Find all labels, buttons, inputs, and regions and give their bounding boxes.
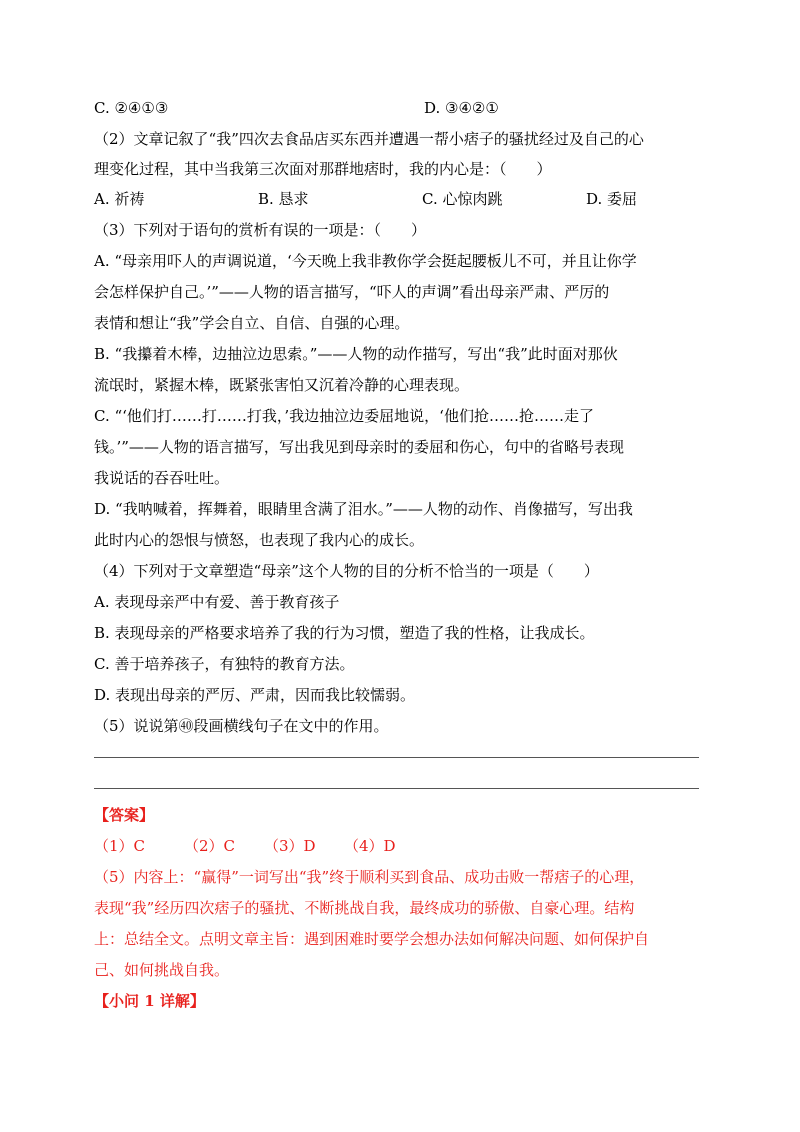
q4-option-b: B. 表现母亲的严格要求培养了我的行为习惯，塑造了我的性格，让我成长。 (94, 624, 595, 642)
answer-q5-line1: （5）内容上：“赢得”一词写出“我”终于顺利买到食品、成功击败一帮痞子的心理， (94, 868, 645, 886)
detail-heading: 【小问 1 详解】 (94, 992, 205, 1010)
q5-stem: （5）说说第㊵段画横线句子在文中的作用。 (94, 717, 389, 735)
q2-options-row (94, 189, 694, 209)
answer-q3: （3）D (264, 837, 316, 855)
q3-option-a-line2: 会怎样保护自己。’”——人物的语言描写，“吓人的声调”看出母亲严肃、严厉的 (94, 283, 610, 301)
answer-blank-line-2 (94, 788, 699, 789)
q2-option-c: C. 心惊肉跳 (422, 190, 503, 208)
q4-option-d: D. 表现出母亲的严厉、严肃，因而我比较懦弱。 (94, 686, 416, 704)
q2-option-d: D. 委屈 (586, 190, 638, 208)
q3-stem: （3）下列对于语句的赏析有误的一项是：（ ） (94, 221, 427, 239)
answer-q5-line4: 己、如何挑战自我。 (94, 961, 230, 979)
q4-option-a: A. 表现母亲严中有爱、善于教育孩子 (94, 593, 340, 611)
answer-q4: （4）D (344, 837, 396, 855)
answer-heading: 【答案】 (94, 806, 155, 824)
q1-option-d: D. ③④②① (424, 99, 499, 117)
answer-q1: （1）C (94, 837, 146, 855)
q2-stem-line1: （2）文章记叙了“我”四次去食品店买东西并遭遇一帮小痞子的骚扰经过及自己的心 (94, 130, 644, 148)
answer-q5-line3: 上：总结全文。点明文章主旨：遇到困难时要学会想办法如何解决问题、如何保护自 (94, 930, 650, 948)
answer-q5-line2: 表现“我”经历四次痞子的骚扰、不断挑战自我，最终成功的骄傲、自豪心理。结构 (94, 899, 635, 917)
q1-option-c: C. ②④①③ (94, 99, 169, 117)
answer-q2: （2）C (184, 837, 236, 855)
q3-option-b-line2: 流氓时，紧握木棒，既紧张害怕又沉着冷静的心理表现。 (94, 376, 470, 394)
q3-option-c-line3: 我说话的吞吞吐吐。 (94, 469, 230, 487)
q3-option-a-line1: A. “母亲用吓人的声调说道，‘今天晚上我非教你学会挺起腰板儿不可，并且让你学 (94, 252, 637, 270)
q2-stem-line2: 理变化过程，其中当我第三次面对那群地痞时，我的内心是：（ ） (94, 160, 552, 178)
q3-option-c-line1: C. “‘他们打……打……打我，’我边抽泣边委屈地说，‘他们抢……抢……走了 (94, 407, 594, 425)
q1-options-row (94, 98, 499, 118)
q3-option-d-line1: D. “我呐喊着，挥舞着，眼睛里含满了泪水。”——人物的动作、肖像描写，写出我 (94, 500, 633, 518)
q3-option-d-line2: 此时内心的怨恨与愤怒，也表现了我内心的成长。 (94, 531, 425, 549)
q3-option-b-line1: B. “我攥着木棒，边抽泣边思索。”——人物的动作描写，写出“我”此时面对那伙 (94, 345, 618, 363)
q3-option-a-line3: 表情和想让“我”学会自立、自信、自强的心理。 (94, 314, 410, 332)
q4-stem: （4）下列对于文章塑造“母亲”这个人物的目的分析不恰当的一项是（ ） (94, 562, 599, 580)
answer-blank-line-1 (94, 757, 699, 758)
q3-option-c-line2: 钱。’”——人物的语言描写，写出我见到母亲时的委屈和伤心，句中的省略号表现 (94, 438, 624, 456)
answer-short-row (94, 836, 494, 856)
q2-option-a: A. 祈祷 (94, 190, 145, 208)
q4-option-c: C. 善于培养孩子，有独特的教育方法。 (94, 655, 355, 673)
q2-option-b: B. 恳求 (258, 190, 309, 208)
